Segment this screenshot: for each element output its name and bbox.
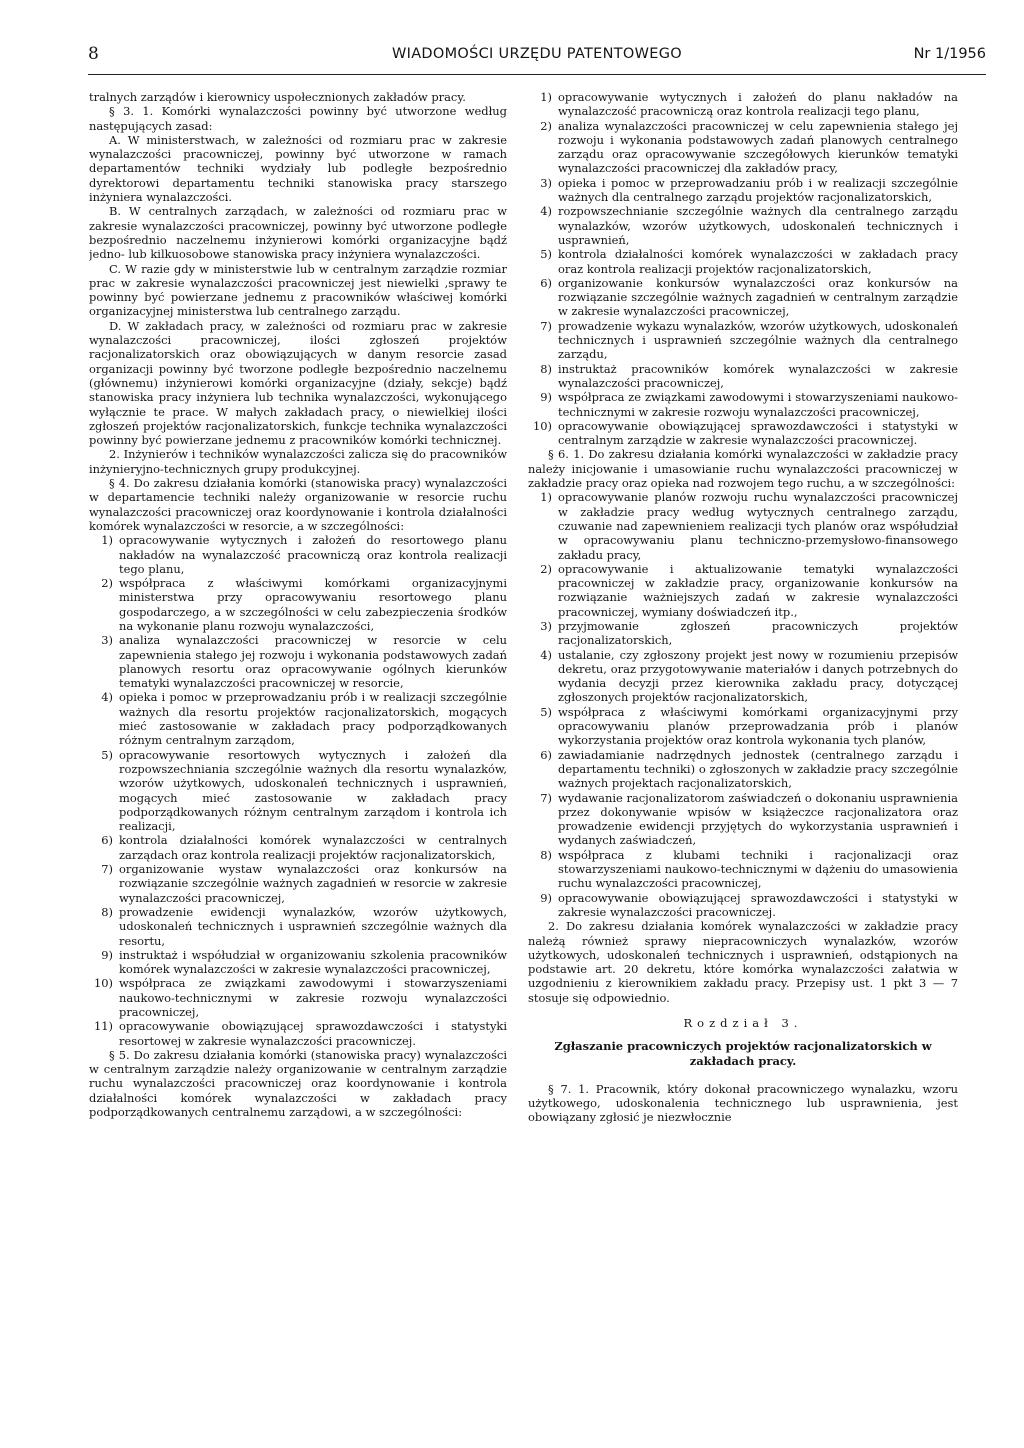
list-item [528, 176, 958, 205]
left-column [89, 90, 507, 1410]
list-item-number: 3) [540, 175, 552, 190]
paragraph-section-5: § 5. Do zakresu działania komórki (stanowiska pracy) wynalazczości w centralnym zarządzie należy organizowanie w centralnym zarządzie ruchu wynalazczości pracowniczej oraz koordynowanie i kontrola działalności komórek wynalazczości w zakładach pracy podporządkowanych centralnemu zarządowi, a w szczególności: [89, 1047, 507, 1120]
list-item-text: kontrola działalności komórek wynalazczości w centralnych zarządach oraz kontrola realizacji projektów racjonalizatorskich, [119, 833, 507, 862]
list-item [528, 119, 958, 176]
list-item [528, 419, 958, 448]
list-item-text: analiza wynalazczości pracowniczej w resorcie w celu zapewnienia stałego jej rozwoju i wykonania podstawowych zadań planowych resortu oraz opracowywanie ogólnych kierunków tematyki wynalazczości pracowniczej w resorcie, [119, 633, 507, 691]
list-item-text: prowadzenie wykazu wynalazków, wzorów użytkowych, udoskonaleń technicznych i usprawnień szczególnie ważnych dla centralnego zarządu, [558, 318, 958, 362]
list-item-text: wydawanie racjonalizatorom zaświadczeń o dokonaniu usprawnienia przez dokonywanie wpisów w książeczce racjonalizatora oraz prowadzenie ewidencji przyjętych do wykorzystania usprawnień i wydanych zaświadczeń, [558, 790, 958, 848]
list-item-text: kontrola działalności komórek wynalazczości w zakładach pracy oraz kontrola realizacji projektów racjonalizatorskich, [558, 247, 958, 276]
list-item [528, 276, 958, 319]
list-item-text: opracowywanie i aktualizowanie tematyki wynalazczości pracowniczej w zakładzie pracy, organizowanie konkursów na rozwiązanie ważniejszych zadań w zakresie wynalazczości pracowniczej, wymiany doświadczeń itp., [558, 561, 958, 619]
journal-title: WIADOMOŚCI URZĘDU PATENTOWEGO [391, 46, 682, 62]
list-item-text: opracowywanie planów rozwoju ruchu wynalazczości pracowniczej w zakładzie pracy według wytycznych centralnego zarządu, czuwanie nad zapewnieniem realizacji tych planów oraz współudział w opracowywaniu planu techniczno-przemysłowo-finansowego zakładu pracy, [558, 490, 958, 562]
list-item-text: opracowywanie resortowych wytycznych i założeń dla rozpowszechniania szczególnie ważnych dla resortu wynalazków, wzorów użytkowych, udoskonaleń technicznych i usprawnień, mogących mieć zastosowanie w zakładach pracy podporządkowanych różnym centralnym zarządom i kontrola ich realizacji, [119, 747, 507, 834]
list-item-number: 2) [540, 118, 552, 133]
list-item [528, 619, 958, 648]
section-4-list [89, 533, 507, 1048]
list-item [528, 648, 958, 705]
list-item [528, 390, 958, 419]
section-6-list [528, 490, 958, 919]
list-item-text: ustalanie, czy zgłoszony projekt jest nowy w rozumieniu przepisów dekretu, oraz przygotowywanie materiałów i danych potrzebnych do wydania decyzji przez kierownika zakładu pracy, dotyczącej zgłoszonych projektów racjonalizatorskich, [558, 647, 958, 705]
right-column [528, 90, 958, 1410]
list-item-number: 10) [93, 976, 113, 991]
list-item [528, 362, 958, 391]
list-item [528, 247, 958, 276]
list-item [528, 90, 958, 119]
list-item-number: 4) [101, 690, 113, 705]
list-item [89, 533, 507, 576]
list-item-text: instruktaż i współudział w organizowaniu szkolenia pracowników komórek wynalazczości w zakresie wynalazczości pracowniczej, [119, 947, 507, 977]
list-item-text: współpraca z właściwymi komórkami organizacyjnymi przy opracowywaniu planów przeprowadzania prób i planów wykorzystania projektów oraz kontrola wykonania tych planów, [558, 704, 958, 748]
list-item-text: instruktaż pracowników komórek wynalazczości w zakresie wynalazczości pracowniczej, [558, 361, 958, 390]
paragraph-3a: A. W ministerstwach, w zależności od rozmiaru prac w zakresie wynalazczości pracowniczej, powinny być utworzone w ramach departamentów techniki wydziały lub podległe bezpośrednio dyrektorowi departamentu techniki stanowiska pracy starszego inżyniera wynalazczości. [89, 132, 507, 205]
list-item [89, 833, 507, 862]
paragraph-section-7: § 7. 1. Pracownik, który dokonał pracowniczego wynalazku, wzoru użytkowego, udoskonalenia technicznego lub usprawnienia, jest obowiązany zgłosić je niezwłocznie [528, 1081, 958, 1125]
list-item [89, 976, 507, 1019]
list-item-text: opracowywanie wytycznych i założeń do resortowego planu nakładów na wynalazczość pracowniczą oraz kontrola realizacji tego planu, [119, 533, 507, 576]
list-item [89, 748, 507, 834]
paragraph-3d: D. W zakładach pracy, w zależności od rozmiaru prac w zakresie wynalazczości pracowniczej, ilości zgłoszeń projektów racjonalizatorskich oraz obowiązujących w danym resorcie zasad organizacji powinny być tworzone podległe bezpośrednio naczelnemu (głównemu) inżynierowi komórki organizacyjne (działy, sekcje) bądź stanowiska pracy inżyniera lub technika wynalazczości, wykonującego wyłącznie te prace. W małych zakładach pracy, o niewielkiej ilości zgłoszeń projektów racjonalizatorskich, funkcje technika wynalazczości powinny być powierzane jednemu z pracowników komórki technicznej. [89, 318, 507, 448]
paragraph-3-2: 2. Inżynierów i techników wynalazczości zalicza się do pracowników inżynieryjno-technicznych grupy produkcyjnej. [89, 447, 507, 476]
list-item-number: 1) [540, 90, 552, 104]
list-item-number: 3) [540, 618, 552, 633]
list-item [528, 891, 958, 920]
list-item [89, 862, 507, 905]
list-item-number: 8) [101, 904, 113, 919]
list-item-number: 8) [540, 361, 552, 376]
list-item-text: współpraca ze związkami zawodowymi i stowarzyszeniami naukowo-technicznymi w zakresie rozwoju wynalazczości pracowniczej, [558, 390, 958, 419]
section-5-list [528, 90, 958, 447]
list-item-text: organizowanie wystaw wynalazczości oraz konkursów na rozwiązanie szczególnie ważnych zagadnień w resorcie w zakresie wynalazczości pracowniczej, [119, 862, 507, 905]
list-item-number: 7) [101, 862, 113, 877]
list-item [89, 633, 507, 690]
list-item-text: opieka i pomoc w przeprowadzaniu prób i w realizacji szczególnie ważnych dla resortu projektów racjonalizatorskich, mogących mieć zastosowanie w zakładach pracy podporządkowanych różnym centralnym zarządom, [119, 690, 507, 748]
paragraph: tralnych zarządów i kierownicy uspołecznionych zakładów pracy. [89, 90, 466, 104]
list-item [89, 1019, 507, 1048]
list-item-text: opracowywanie obowiązującej sprawozdawczości i statystyki w centralnym zarządzie w zakresie wynalazczości pracowniczej. [558, 418, 958, 448]
list-item [89, 690, 507, 747]
list-item-text: opieka i pomoc w przeprowadzaniu prób i w realizacji szczególnie ważnych dla centralnego zarządu projektów racjonalizatorskich, [558, 175, 958, 205]
paragraph-3b: B. W centralnych zarządach, w zależności od rozmiaru prac w zakresie wynalazczości pracowniczej, powinny być utworzone podległe bezpośrednio naczelnemu inżynierowi komórki organizacyjne bądź jedno- lub kilkuosobowe stanowiska pracy inżyniera wynalazczości. [89, 204, 507, 262]
list-item-number: 8) [540, 847, 552, 862]
list-item [528, 490, 958, 561]
list-item-number: 7) [540, 318, 552, 333]
list-item [528, 204, 958, 247]
list-item-text: współpraca z klubami techniki i racjonalizacji oraz stowarzyszeniami naukowo-technicznymi w dążeniu do umasowienia ruchu wynalazczości pracowniczej, [558, 847, 958, 891]
list-item [89, 948, 507, 977]
paragraph-section-6: § 6. 1. Do zakresu działania komórki wynalazczości w zakładzie pracy należy inicjowanie i umasowianie ruchu wynalazczości pracowniczej w zakładzie pracy oraz opieka nad rozwojem tego ruchu, a w szczególności: [528, 447, 958, 491]
issue-number: Nr 1/1956 [913, 46, 986, 62]
list-item-number: 9) [540, 390, 552, 405]
list-item [528, 848, 958, 891]
list-item [528, 705, 958, 748]
list-item-number: 5) [540, 247, 552, 262]
paragraph-6-2: 2. Do zakresu działania komórek wynalazczości w zakładzie pracy należą również sprawy niepracowniczych wynalazków, wzorów użytkowych, udoskonaleń technicznych i usprawnień, odstąpionych na podstawie art. 20 dekretu, które komórka wynalazczości załatwia w uzgodnieniu z kierownikiem zakładu pracy. Przepisy ust. 1 pkt 3 — 7 stosuje się odpowiednio. [528, 919, 958, 1005]
list-item-number: 6) [540, 747, 552, 762]
list-item-number: 7) [540, 790, 552, 805]
list-item-text: opracowywanie obowiązującej sprawozdawczości i statystyki resortowej w zakresie wynalazczości pracowniczej. [119, 1019, 507, 1048]
list-item-number: 1) [540, 490, 552, 505]
list-item-number: 2) [101, 576, 113, 591]
list-item-number: 9) [540, 890, 552, 905]
list-item-text: organizowanie konkursów wynalazczości oraz konkursów na rozwiązanie szczególnie ważnych zagadnień w centralnym zarządzie w zakresie wynalazczości pracowniczej, [558, 275, 958, 319]
paragraph-section-3: § 3. 1. Komórki wynalazczości powinny być utworzone według następujących zasad: [89, 104, 507, 133]
list-item-text: przyjmowanie zgłoszeń pracowniczych projektów racjonalizatorskich, [558, 618, 958, 648]
paragraph-section-4: § 4. Do zakresu działania komórki (stanowiska pracy) wynalazczości w departamencie techniki należy organizowanie w resorcie ruchu wynalazczości pracowniczej oraz koordynowanie i kontrola działalności komórek wynalazczości w resorcie, a w szczególności: [89, 476, 507, 533]
page-number: 8 [88, 44, 99, 64]
list-item-text: rozpowszechnianie szczególnie ważnych dla centralnego zarządu wynalazków, wzorów użytkowych, udoskonaleń technicznych i usprawnień, [558, 204, 958, 247]
paragraph-3c: C. W razie gdy w ministerstwie lub w centralnym zarządzie rozmiar prac w zakresie wynalazczości pracowniczej jest niewielki ,sprawy te powinny być powierzane jednemu z pracowników właściwej komórki organizacyjnej ministerstwa lub centralnego zarządu. [89, 261, 507, 319]
list-item-text: zawiadamianie nadrzędnych jednostek (centralnego zarządu i departamentu techniki) o zgłoszonych w zakładzie pracy szczególnie ważnych projektach racjonalizatorskich, [558, 747, 958, 791]
list-item-text: współpraca z właściwymi komórkami organizacyjnymi ministerstwa przy opracowywaniu resortowego planu gospodarczego, a w szczególności w celu zabezpieczenia środków na wykonanie planu rozwoju wynalazczości, [119, 576, 507, 633]
chapter-heading: Rozdział 3. [683, 1016, 803, 1030]
list-item-number: 2) [540, 561, 552, 576]
list-item-number: 9) [101, 947, 113, 962]
list-item [528, 748, 958, 791]
list-item-number: 11) [93, 1019, 113, 1034]
list-item-text: współpraca ze związkami zawodowymi i stowarzyszeniami naukowo-technicznymi w zakresie rozwoju wynalazczości pracowniczej, [119, 976, 507, 1019]
list-item-number: 4) [540, 204, 552, 219]
list-item [89, 905, 507, 948]
list-item-number: 5) [101, 747, 113, 762]
list-item-number: 5) [540, 704, 552, 719]
list-item-number: 6) [101, 833, 113, 848]
page-header [88, 42, 986, 75]
list-item-number: 4) [540, 647, 552, 662]
list-item-number: 6) [540, 275, 552, 290]
list-item-text: analiza wynalazczości pracowniczej w celu zapewnienia stałego jej rozwoju i wykonania podstawowych zadań planowych centralnego zarządu oraz opracowywanie szczegółowych kierunków tematyki wynalazczości pracowniczej dla zakładów pracy, [558, 118, 958, 176]
list-item [528, 562, 958, 619]
list-item-number: 3) [101, 633, 113, 648]
list-item [528, 791, 958, 848]
list-item-number: 1) [101, 533, 113, 548]
list-item [528, 319, 958, 362]
list-item [89, 576, 507, 633]
list-item-text: opracowywanie wytycznych i założeń do planu nakładów na wynalazczość pracowniczą oraz kontrola realizacji tego planu, [558, 90, 958, 119]
chapter-title: Zgłaszanie pracowniczych projektów racjonalizatorskich w zakładach pracy. [554, 1039, 932, 1068]
list-item-text: prowadzenie ewidencji wynalazków, wzorów użytkowych, udoskonaleń technicznych i usprawnień szczególnie ważnych dla resortu, [119, 904, 507, 948]
list-item-number: 10) [532, 418, 552, 433]
list-item-text: opracowywanie obowiązującej sprawozdawczości i statystyki w zakresie wynalazczości pracowniczej. [558, 890, 958, 919]
